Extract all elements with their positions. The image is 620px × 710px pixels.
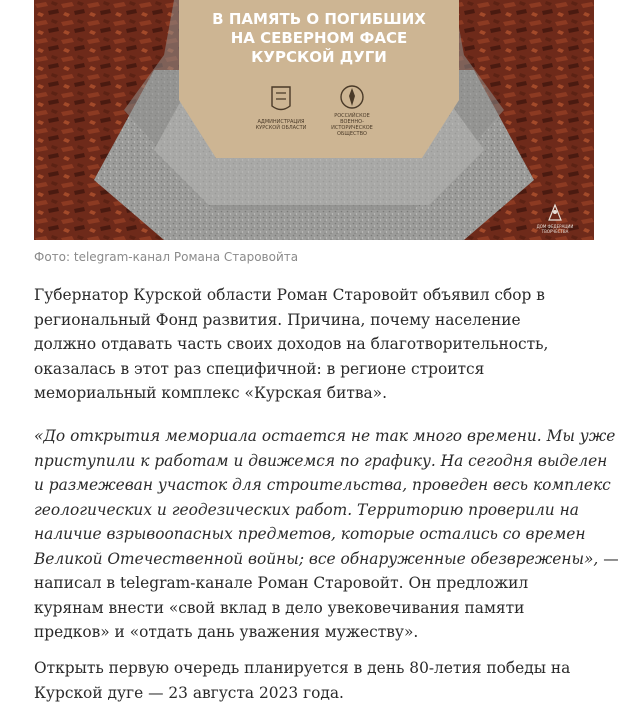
plaque-line-3: КУРСКОЙ ДУГИ — [251, 48, 387, 66]
watermark-line-2: ТВОРЧЕСТВА — [541, 229, 569, 234]
paragraph-line: оказалась в этот раз специфичной: в регионе строится — [34, 359, 485, 378]
paragraph-intro — [34, 283, 594, 406]
plaque-line-1: В ПАМЯТЬ О ПОГИБШИХ — [212, 10, 426, 28]
paragraph-line: предков» и «отдать дань уважения мужеству». — [34, 623, 419, 641]
memorial-photo-illustration — [34, 0, 594, 240]
quote-dash: — — [598, 549, 619, 568]
photo-caption: Фото: telegram-канал Романа Старовойта — [34, 250, 299, 264]
paragraph-line: написал в telegram-канале Роман Старовойт. Он предложил — [34, 574, 529, 592]
paragraph-line: должно отдавать часть своих доходов на благотворительность, — [34, 335, 549, 353]
plaque-line-2: НА СЕВЕРНОМ ФАСЕ — [230, 29, 408, 47]
logo-right-line-3: ИСТОРИЧЕСКОЕ — [331, 125, 373, 131]
paragraph-line: мемориальный комплекс «Курская битва». — [34, 384, 387, 402]
quote-line-last — [34, 547, 619, 572]
quote-line: и размежеван участок для строительства, проведен весь комплекс — [34, 476, 611, 494]
paragraph-line: Губернатор Курской области Роман Старовойт объявил сбор в — [34, 286, 545, 304]
paragraph-quote — [34, 424, 619, 645]
paragraph-line: региональный Фонд развития. Причина, почему население — [34, 310, 521, 329]
paragraph-line: Открыть первую очередь планируется в день 80-летия победы на — [34, 659, 571, 677]
paragraph-line: курянам внести «свой вклад в дело увековечивания памяти — [34, 598, 525, 617]
logo-right-line-2: ВОЕННО- — [340, 119, 364, 125]
paragraph-closing — [34, 656, 594, 705]
logo-left-line-2: КУРСКОЙ ОБЛАСТИ — [255, 125, 307, 131]
quote-line: приступили к работам и движемся по графику. На сегодня выделен — [34, 451, 608, 470]
quote-line: геологических и геодезических работ. Территорию проверили на — [34, 500, 579, 519]
logo-right-line-4: ОБЩЕСТВО — [337, 131, 367, 137]
quote-line: «До открытия мемориала остается не так много времени. Мы уже — [34, 427, 616, 445]
paragraph-line: Курской дуге — 23 августа 2023 года. — [34, 683, 344, 702]
logo-left-line-1: АДМИНИСТРАЦИЯ — [257, 119, 305, 125]
memorial-photo — [34, 0, 594, 240]
quote-line: наличие взрывоопасных предметов, которые остались со времен — [34, 525, 586, 543]
quote-line-text: Великой Отечественной войны; все обнаруженные обезврежены», — [34, 549, 599, 568]
watermark-line-1: ДОМ ФЕДЕРАЦИИ — [536, 224, 574, 229]
logo-right-line-1: РОССИЙСКОЕ — [334, 113, 370, 119]
